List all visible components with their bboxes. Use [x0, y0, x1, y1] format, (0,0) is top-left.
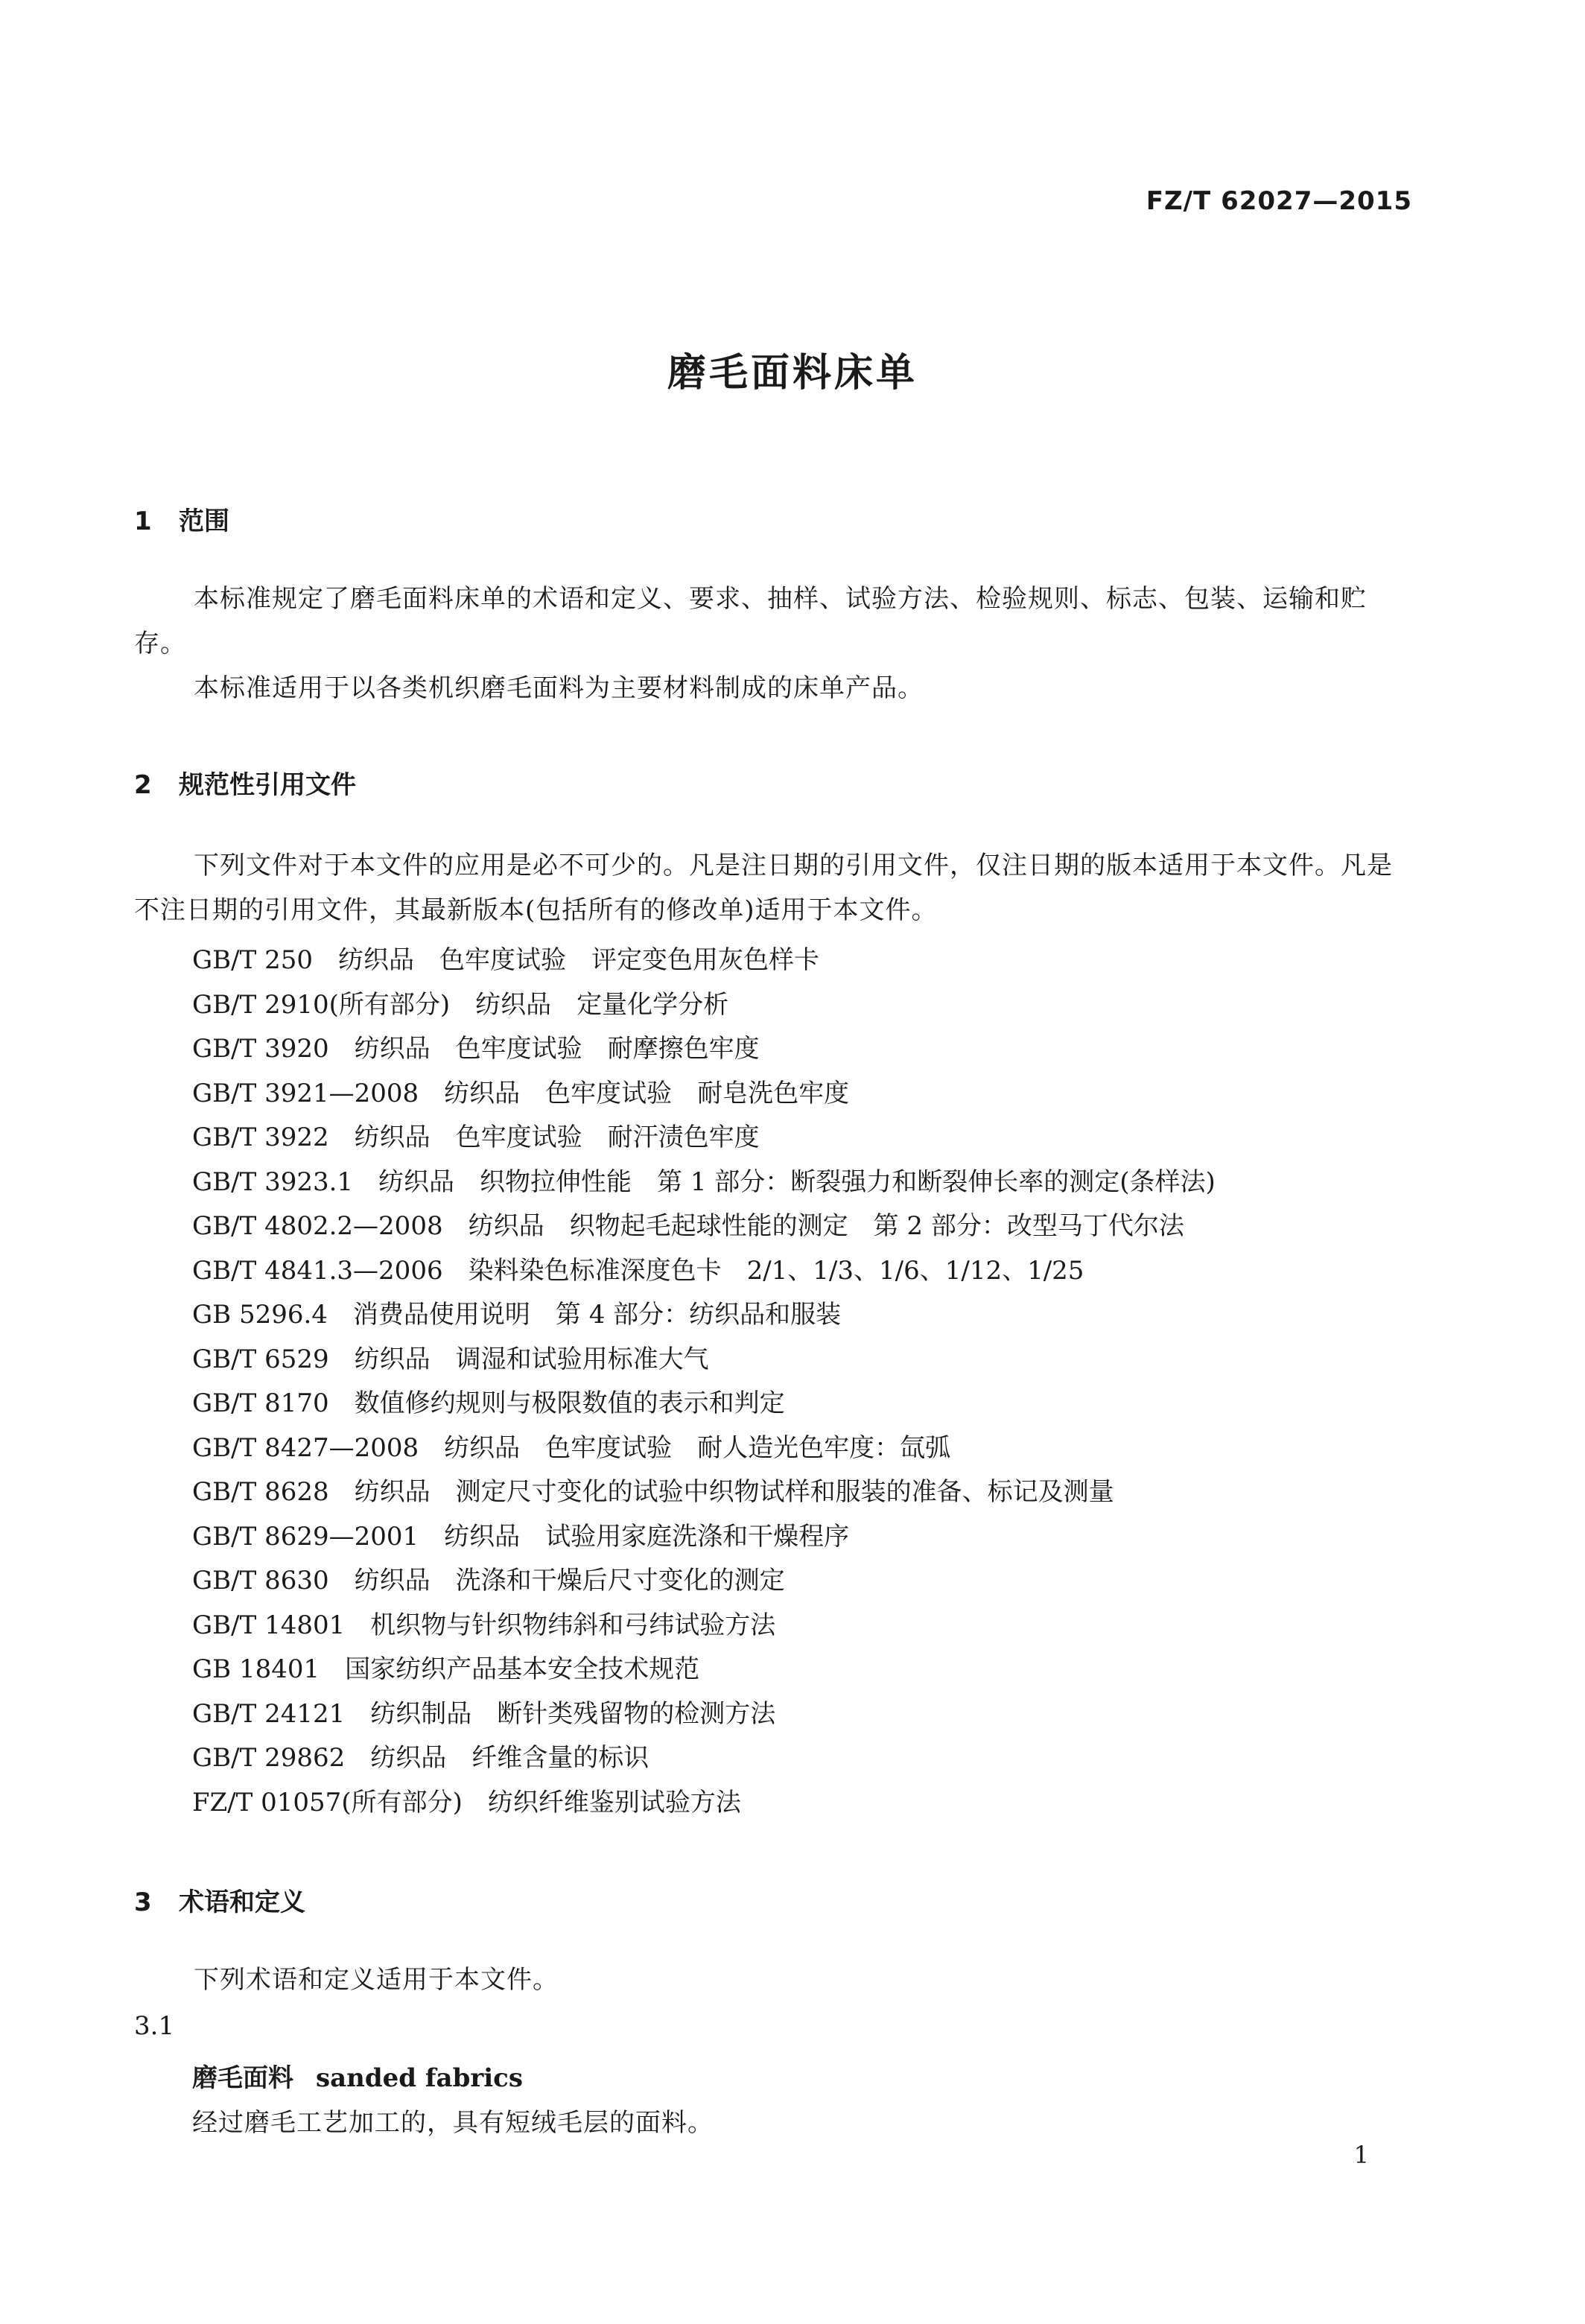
reference-item: GB 5296.4 消费品使用说明 第 4 部分：纺织品和服装 [192, 1300, 842, 1330]
reference-item: GB 18401 国家纺织产品基本安全技术规范 [192, 1654, 700, 1684]
section-number: 2 [134, 770, 152, 800]
reference-item: GB/T 8170 数值修约规则与极限数值的表示和判定 [192, 1388, 785, 1418]
reference-item: GB/T 250 纺织品 色牢度试验 评定变色用灰色样卡 [192, 945, 819, 975]
section-number: 1 [134, 507, 152, 536]
reference-item: GB/T 4802.2—2008 纺织品 织物起毛起球性能的测定 第 2 部分：改型马丁代尔法 [192, 1211, 1184, 1241]
reference-item: GB/T 4841.3—2006 染料染色标准深度色卡 2/1、1/3、1/6、1/12、1/25 [192, 1255, 1084, 1286]
scope-paragraph-1 [134, 577, 1415, 666]
normative-intro [134, 843, 1415, 933]
section-title: 术语和定义 [179, 1888, 305, 1917]
scope-text-1: 本标准规定了磨毛面料床单的术语和定义、要求、抽样、试验方法、检验规则、标志、包装、运输和贮存。 [134, 584, 1367, 658]
scope-text-2: 本标准适用于以各类机织磨毛面料为主要材料制成的床单产品。 [194, 673, 924, 703]
term-english: sanded fabrics [316, 2063, 524, 2093]
reference-item: GB/T 24121 纺织制品 断针类残留物的检测方法 [192, 1698, 776, 1729]
section-heading-scope [134, 501, 229, 537]
reference-item: GB/T 3922 纺织品 色牢度试验 耐汗渍色牢度 [192, 1123, 760, 1152]
reference-item: GB/T 14801 机织物与针织物纬斜和弓纬试验方法 [192, 1610, 776, 1640]
section-title: 范围 [179, 507, 229, 536]
reference-item: GB/T 8629—2001 纺织品 试验用家庭洗涤和干燥程序 [192, 1521, 850, 1552]
scope-paragraph-2 [134, 666, 1415, 711]
term-chinese: 磨毛面料 [192, 2063, 293, 2093]
term-entry [192, 2057, 523, 2094]
terms-intro-text: 下列术语和定义适用于本文件。 [194, 1965, 559, 1995]
section-heading-terms [134, 1882, 305, 1918]
term-definition: 经过磨毛工艺加工的，具有短绒毛层的面料。 [192, 2108, 714, 2138]
terms-intro [134, 1958, 1415, 2002]
section-heading-normative [134, 764, 356, 801]
document-title: 磨毛面料床单 [667, 351, 918, 396]
reference-item: GB/T 8628 纺织品 测定尺寸变化的试验中织物试样和服装的准备、标记及测量 [192, 1477, 1114, 1507]
standard-number: FZ/T 62027—2015 [1146, 186, 1412, 216]
reference-item: GB/T 8427—2008 纺织品 色牢度试验 耐人造光色牢度：氙弧 [192, 1432, 951, 1463]
normative-intro-text: 下列文件对于本文件的应用是必不可少的。凡是注日期的引用文件，仅注日期的版本适用于本文件。凡是不注日期的引用文件，其最新版本(包括所有的修改单)适用于本文件。 [134, 851, 1393, 925]
reference-item: GB/T 3923.1 纺织品 织物拉伸性能 第 1 部分：断裂强力和断裂伸长率的测定(条样法) [192, 1166, 1216, 1197]
section-title: 规范性引用文件 [179, 770, 356, 800]
section-number: 3 [134, 1888, 152, 1917]
reference-item: GB/T 2910(所有部分) 纺织品 定量化学分析 [192, 989, 729, 1020]
reference-item: GB/T 6529 纺织品 调湿和试验用标准大气 [192, 1344, 709, 1374]
reference-list [192, 939, 1216, 1825]
reference-item: GB/T 8630 纺织品 洗涤和干燥后尺寸变化的测定 [192, 1566, 785, 1596]
term-number: 3.1 [134, 2011, 175, 2041]
reference-item: GB/T 3921—2008 纺织品 色牢度试验 耐皂洗色牢度 [192, 1078, 850, 1108]
reference-item: GB/T 29862 纺织品 纤维含量的标识 [192, 1743, 649, 1773]
reference-item: FZ/T 01057(所有部分) 纺织纤维鉴别试验方法 [192, 1787, 741, 1817]
reference-item: GB/T 3920 纺织品 色牢度试验 耐摩擦色牢度 [192, 1034, 760, 1064]
page-number: 1 [1353, 2141, 1369, 2169]
